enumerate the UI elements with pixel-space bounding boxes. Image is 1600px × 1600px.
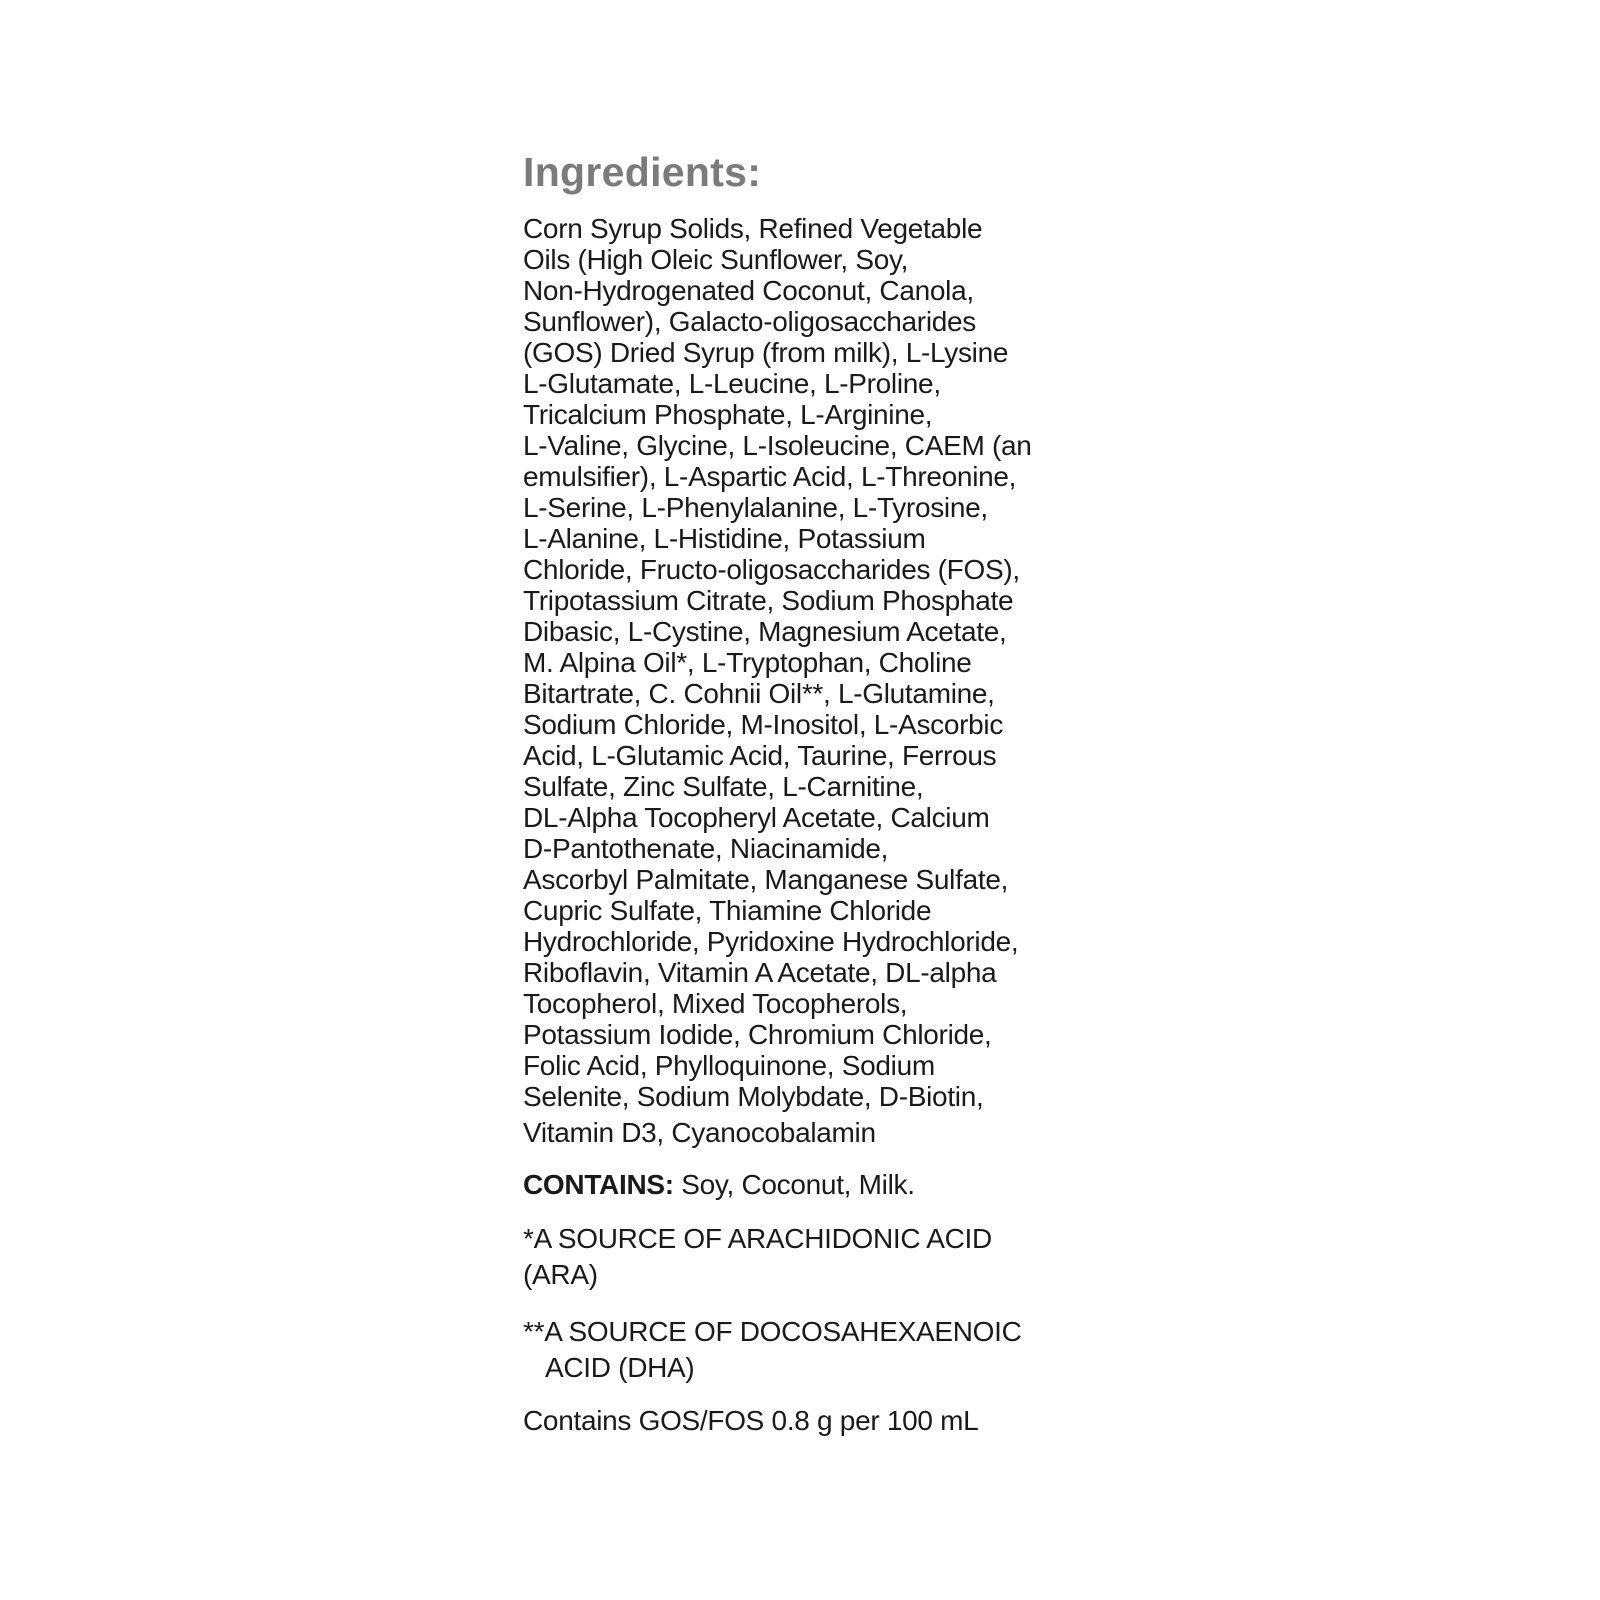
ingredient-line: Potassium Iodide, Chromium Chloride, (523, 1019, 992, 1051)
ingredient-line: Hydrochloride, Pyridoxine Hydrochloride, (523, 926, 1019, 958)
ingredient-line: Corn Syrup Solids, Refined Vegetable (523, 213, 983, 245)
ingredient-line: Tricalcium Phosphate, L-Arginine, (523, 399, 933, 431)
allergen-statement (523, 1169, 1093, 1200)
ingredient-line: Riboflavin, Vitamin A Acetate, DL-alpha (523, 957, 997, 989)
ingredient-line: emulsifier), L-Aspartic Acid, L-Threonine, (523, 461, 1017, 493)
ingredient-line: DL-Alpha Tocopheryl Acetate, Calcium (523, 802, 990, 834)
ingredient-line: Tripotassium Citrate, Sodium Phosphate (523, 585, 1014, 617)
ingredient-line: Non-Hydrogenated Coconut, Canola, (523, 275, 974, 307)
footnote-ara-line2: (ARA) (523, 1259, 598, 1291)
footnote-dha-line1: **A SOURCE OF DOCOSAHEXAENOIC (523, 1316, 1022, 1348)
ingredient-line: L-Serine, L-Phenylalanine, L-Tyrosine, (523, 492, 988, 524)
contains-label: CONTAINS: (523, 1169, 674, 1201)
ingredient-line: Vitamin D3, Cyanocobalamin (523, 1117, 876, 1149)
footnote-dha-line2: ACID (DHA) (545, 1352, 695, 1384)
ingredient-line: Tocopherol, Mixed Tocopherols, (523, 988, 908, 1020)
contains-text: Soy, Coconut, Milk. (673, 1169, 915, 1201)
ingredient-line: L-Alanine, L-Histidine, Potassium (523, 523, 926, 555)
ingredient-line: Sunflower), Galacto-oligosaccharides (523, 306, 976, 338)
ingredient-line: Sodium Chloride, M-Inositol, L-Ascorbic (523, 709, 1004, 741)
footnote-dha (523, 1314, 1093, 1386)
ingredient-line: Oils (High Oleic Sunflower, Soy, (523, 244, 909, 276)
ingredient-line: Chloride, Fructo-oligosaccharides (FOS), (523, 554, 1020, 586)
ingredient-line: Sulfate, Zinc Sulfate, L-Carnitine, (523, 771, 924, 803)
ingredient-line: L-Glutamate, L-Leucine, L-Proline, (523, 368, 941, 400)
gos-fos-note: Contains GOS/FOS 0.8 g per 100 mL (523, 1405, 979, 1437)
ingredient-line: Cupric Sulfate, Thiamine Chloride (523, 895, 932, 927)
ingredients-panel (523, 150, 1093, 1436)
ingredient-line: Selenite, Sodium Molybdate, D-Biotin, (523, 1081, 984, 1113)
footnote-ara (523, 1221, 1093, 1293)
ingredient-line: Dibasic, L-Cystine, Magnesium Acetate, (523, 616, 1007, 648)
ingredient-line: (GOS) Dried Syrup (from milk), L-Lysine (523, 337, 1009, 369)
ingredient-line: Bitartrate, C. Cohnii Oil**, L-Glutamine, (523, 678, 995, 710)
ingredients-heading: Ingredients: (523, 149, 762, 195)
ingredient-list (523, 213, 1093, 1148)
ingredient-line: Folic Acid, Phylloquinone, Sodium (523, 1050, 935, 1082)
ingredient-line: M. Alpina Oil*, L-Tryptophan, Choline (523, 647, 972, 679)
ingredient-line: Ascorbyl Palmitate, Manganese Sulfate, (523, 864, 1009, 896)
ingredient-line: D-Pantothenate, Niacinamide, (523, 833, 889, 865)
ingredient-line: Acid, L-Glutamic Acid, Taurine, Ferrous (523, 740, 997, 772)
ingredient-line: L-Valine, Glycine, L-Isoleucine, CAEM (an (523, 430, 1032, 462)
footnote-ara-line1: *A SOURCE OF ARACHIDONIC ACID (523, 1223, 992, 1255)
